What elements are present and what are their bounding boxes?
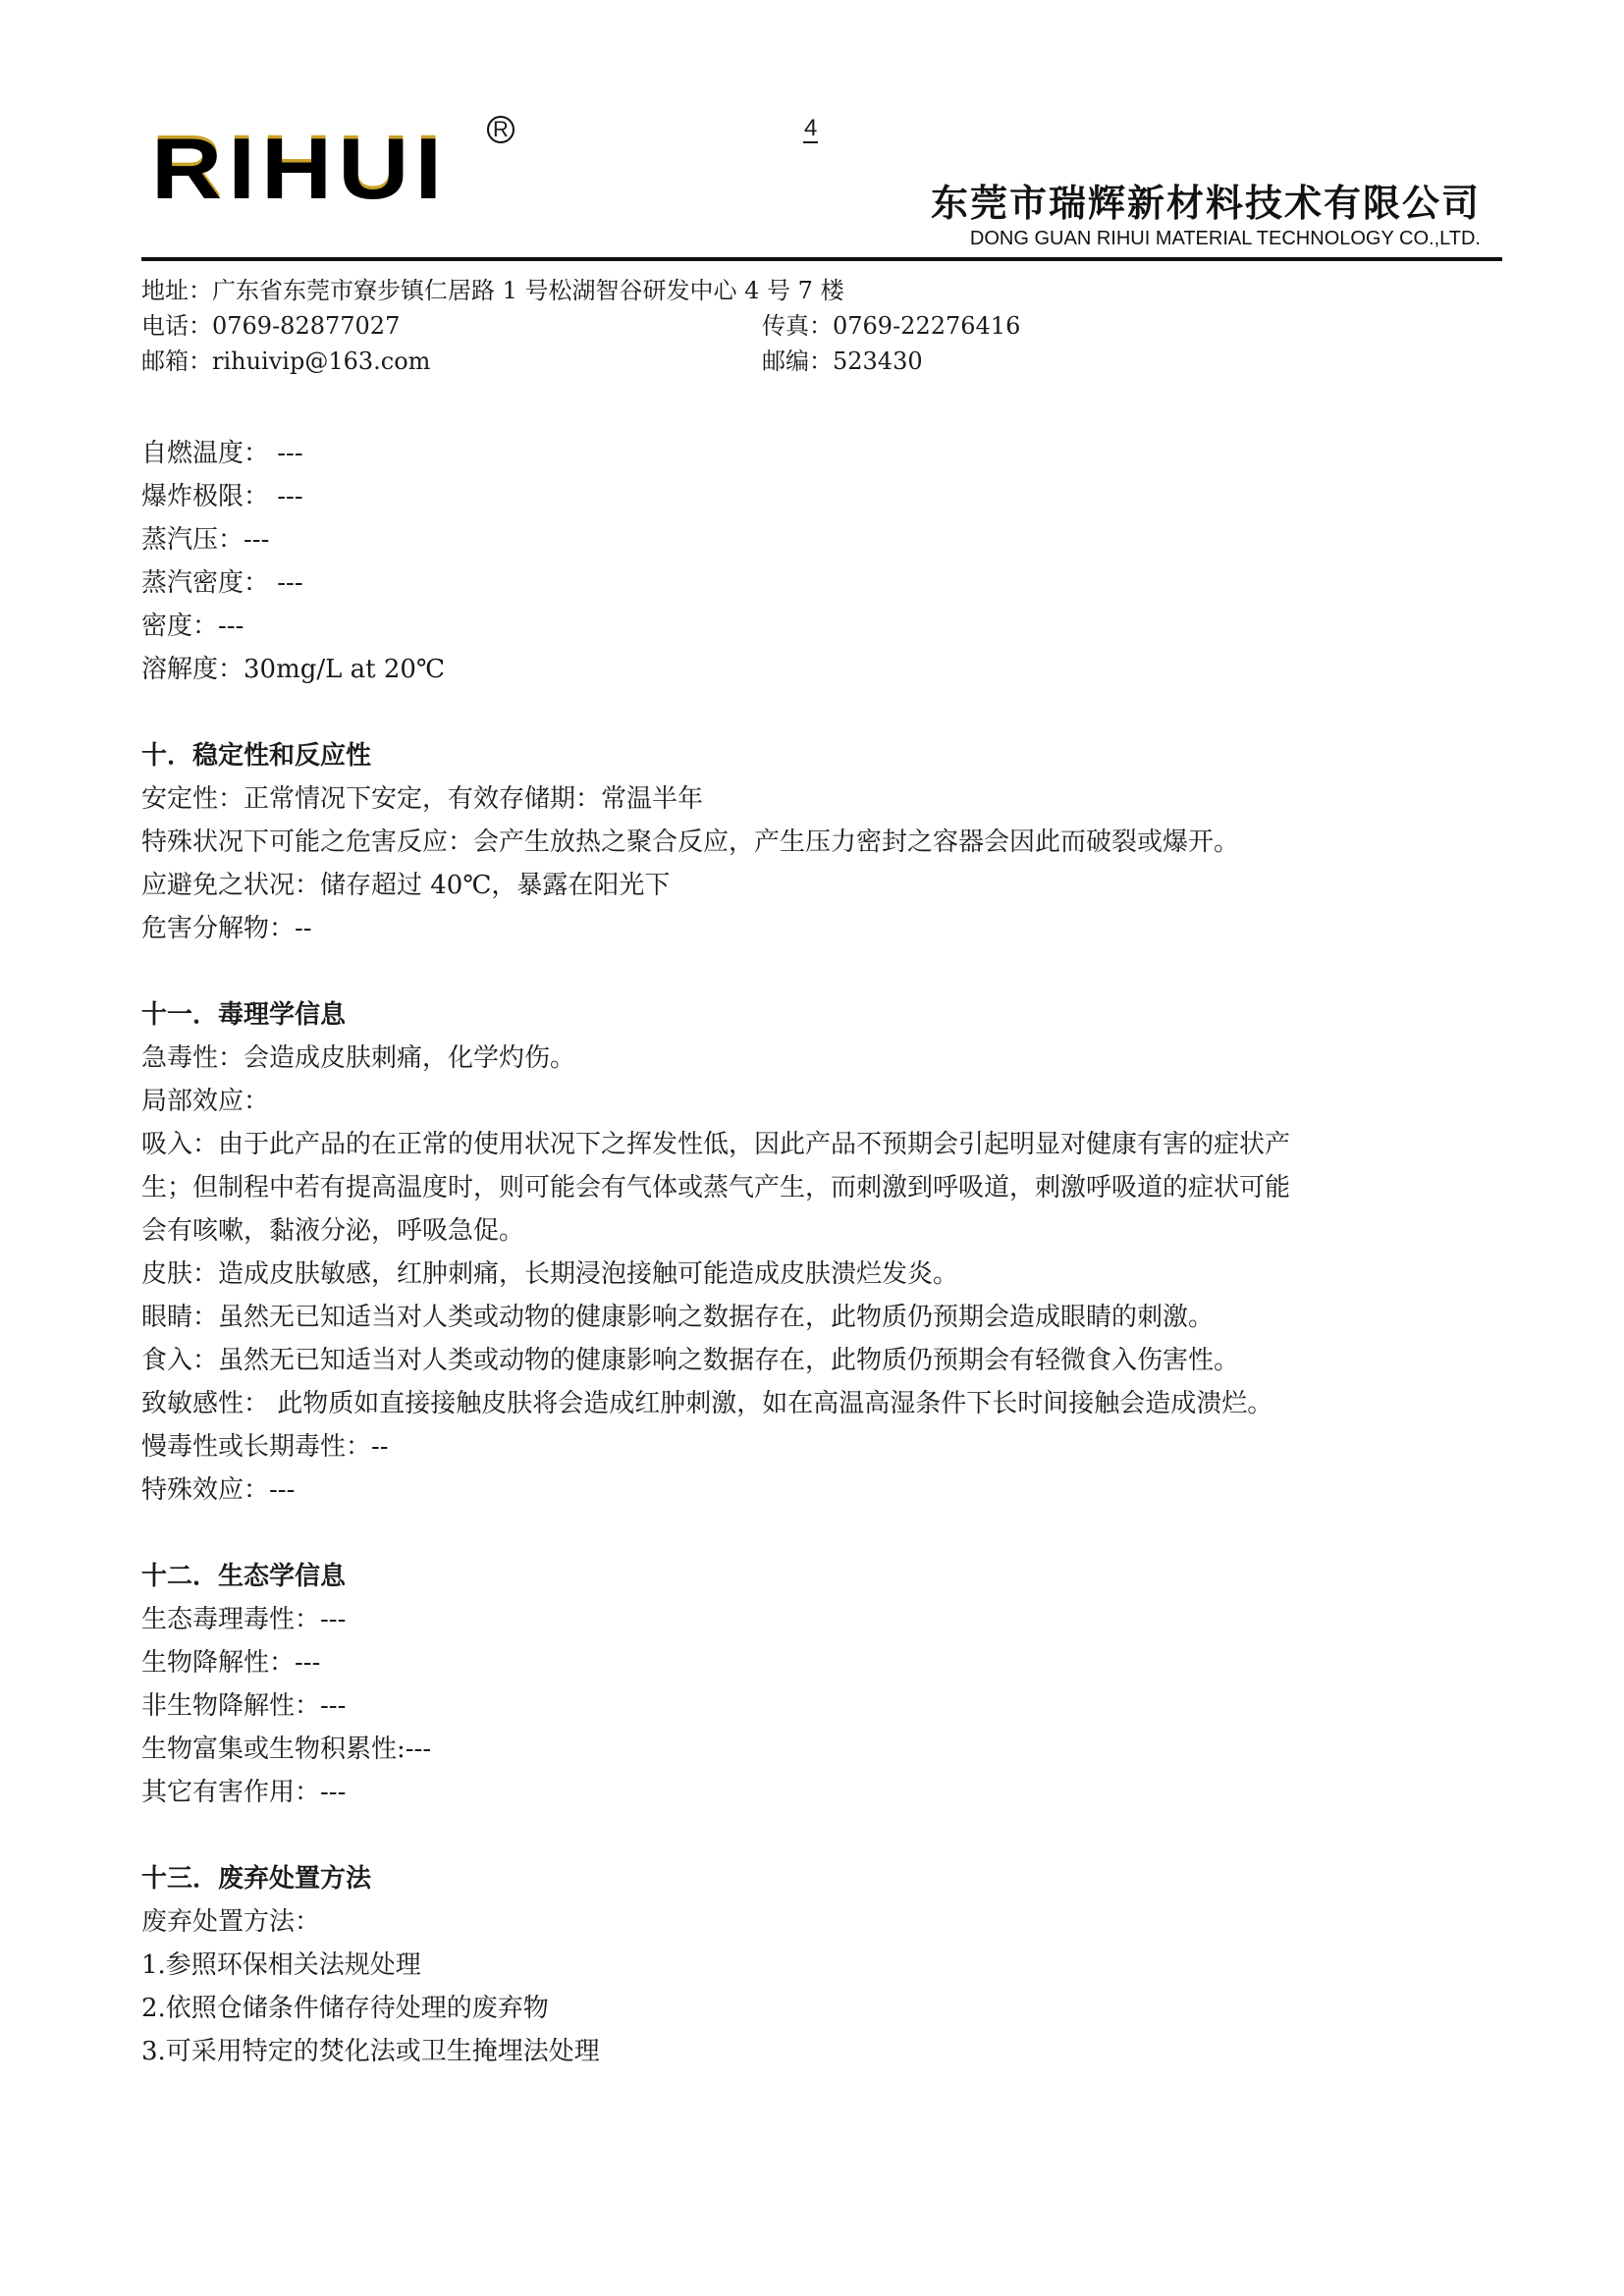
- address-text: 地址：广东省东莞市寮步镇仁居路 1 号松湖智谷研发中心 4 号 7 楼: [141, 277, 844, 304]
- property-line: 蒸汽密度： ---: [141, 568, 303, 598]
- fax-text: 传真：0769-22276416: [762, 312, 1021, 340]
- section-heading-stability: 十．稳定性和反应性: [141, 741, 372, 771]
- section-heading-toxicology: 十一．毒理学信息: [141, 1000, 347, 1030]
- section-line: 生；但制程中若有提高温度时，则可能会有气体或蒸气产生，而刺激到呼吸道，刺激呼吸道的症状可能: [141, 1173, 1291, 1202]
- section-line: 3.可采用特定的焚化法或卫生掩埋法处理: [141, 2037, 600, 2066]
- section-line: 会有咳嗽，黏液分泌，呼吸急促。: [141, 1216, 525, 1246]
- section-line: 生物降解性：---: [141, 1648, 321, 1678]
- page-number: 4: [804, 115, 818, 141]
- section-line: 眼睛：虽然无已知适当对人类或动物的健康影响之数据存在，此物质仍预期会造成眼睛的刺激。: [141, 1303, 1215, 1332]
- section-line: 慢毒性或长期毒性：--: [141, 1432, 389, 1462]
- section-line: 特殊状况下可能之危害反应：会产生放热之聚合反应，产生压力密封之容器会因此而破裂或爆开。: [141, 828, 1240, 857]
- registered-trademark-icon: R: [487, 116, 514, 143]
- company-name-en: DONG GUAN RIHUI MATERIAL TECHNOLOGY CO.,LTD.: [969, 228, 1481, 249]
- property-line: 爆炸极限： ---: [141, 482, 303, 511]
- section-line: 特殊效应：---: [141, 1475, 296, 1505]
- section-line: 应避免之状况：储存超过 40℃，暴露在阳光下: [141, 871, 671, 900]
- section-line: 生物富集或生物积累性:---: [141, 1735, 432, 1764]
- company-logo: RIHUI: [151, 120, 449, 218]
- section-line: 2.依照仓储条件储存待处理的废弃物: [141, 1994, 549, 2023]
- section-line: 废弃处置方法：: [141, 1907, 321, 1937]
- contact-block: [141, 273, 1021, 379]
- company-name-cn: 东莞市瑞辉新材料技术有限公司: [930, 182, 1481, 225]
- header-divider: [141, 257, 1502, 261]
- section-line: 非生物降解性：---: [141, 1691, 347, 1721]
- section-line: 危害分解物：--: [141, 914, 312, 943]
- section-line: 吸入：由于此产品的在正常的使用状况下之挥发性低，因此产品不预期会引起明显对健康有害的症状产: [141, 1130, 1291, 1159]
- section-line: 食入：虽然无已知适当对人类或动物的健康影响之数据存在，此物质仍预期会有轻微食入伤害性。: [141, 1346, 1240, 1375]
- section-heading-ecology: 十二．生态学信息: [141, 1562, 347, 1591]
- section-line: 安定性：正常情况下安定，有效存储期：常温半年: [141, 784, 704, 814]
- property-line: 溶解度：30mg/L at 20℃: [141, 655, 446, 684]
- property-line: 自燃温度： ---: [141, 439, 303, 468]
- section-line: 急毒性：会造成皮肤刺痛，化学灼伤。: [141, 1043, 576, 1073]
- document-body: [141, 432, 1516, 2073]
- section-line: 致敏感性： 此物质如直接接触皮肤将会造成红肿刺激，如在高温高湿条件下长时间接触会造成溃烂。: [141, 1389, 1273, 1418]
- section-line: 皮肤：造成皮肤敏感，红肿刺痛，长期浸泡接触可能造成皮肤溃烂发炎。: [141, 1259, 959, 1289]
- property-line: 密度：---: [141, 612, 244, 641]
- section-heading-disposal: 十三．废弃处置方法: [141, 1864, 372, 1894]
- property-line: 蒸汽压：---: [141, 525, 270, 555]
- section-line: 其它有害作用：---: [141, 1778, 347, 1807]
- section-line: 生态毒理毒性：---: [141, 1605, 347, 1634]
- section-line: 1.参照环保相关法规处理: [141, 1950, 421, 1980]
- phone-text: 电话：0769-82877027: [141, 312, 401, 340]
- email-text: 邮箱：rihuivip@163.com: [141, 347, 431, 375]
- section-line: 局部效应：: [141, 1087, 270, 1116]
- postcode-text: 邮编：523430: [762, 347, 923, 375]
